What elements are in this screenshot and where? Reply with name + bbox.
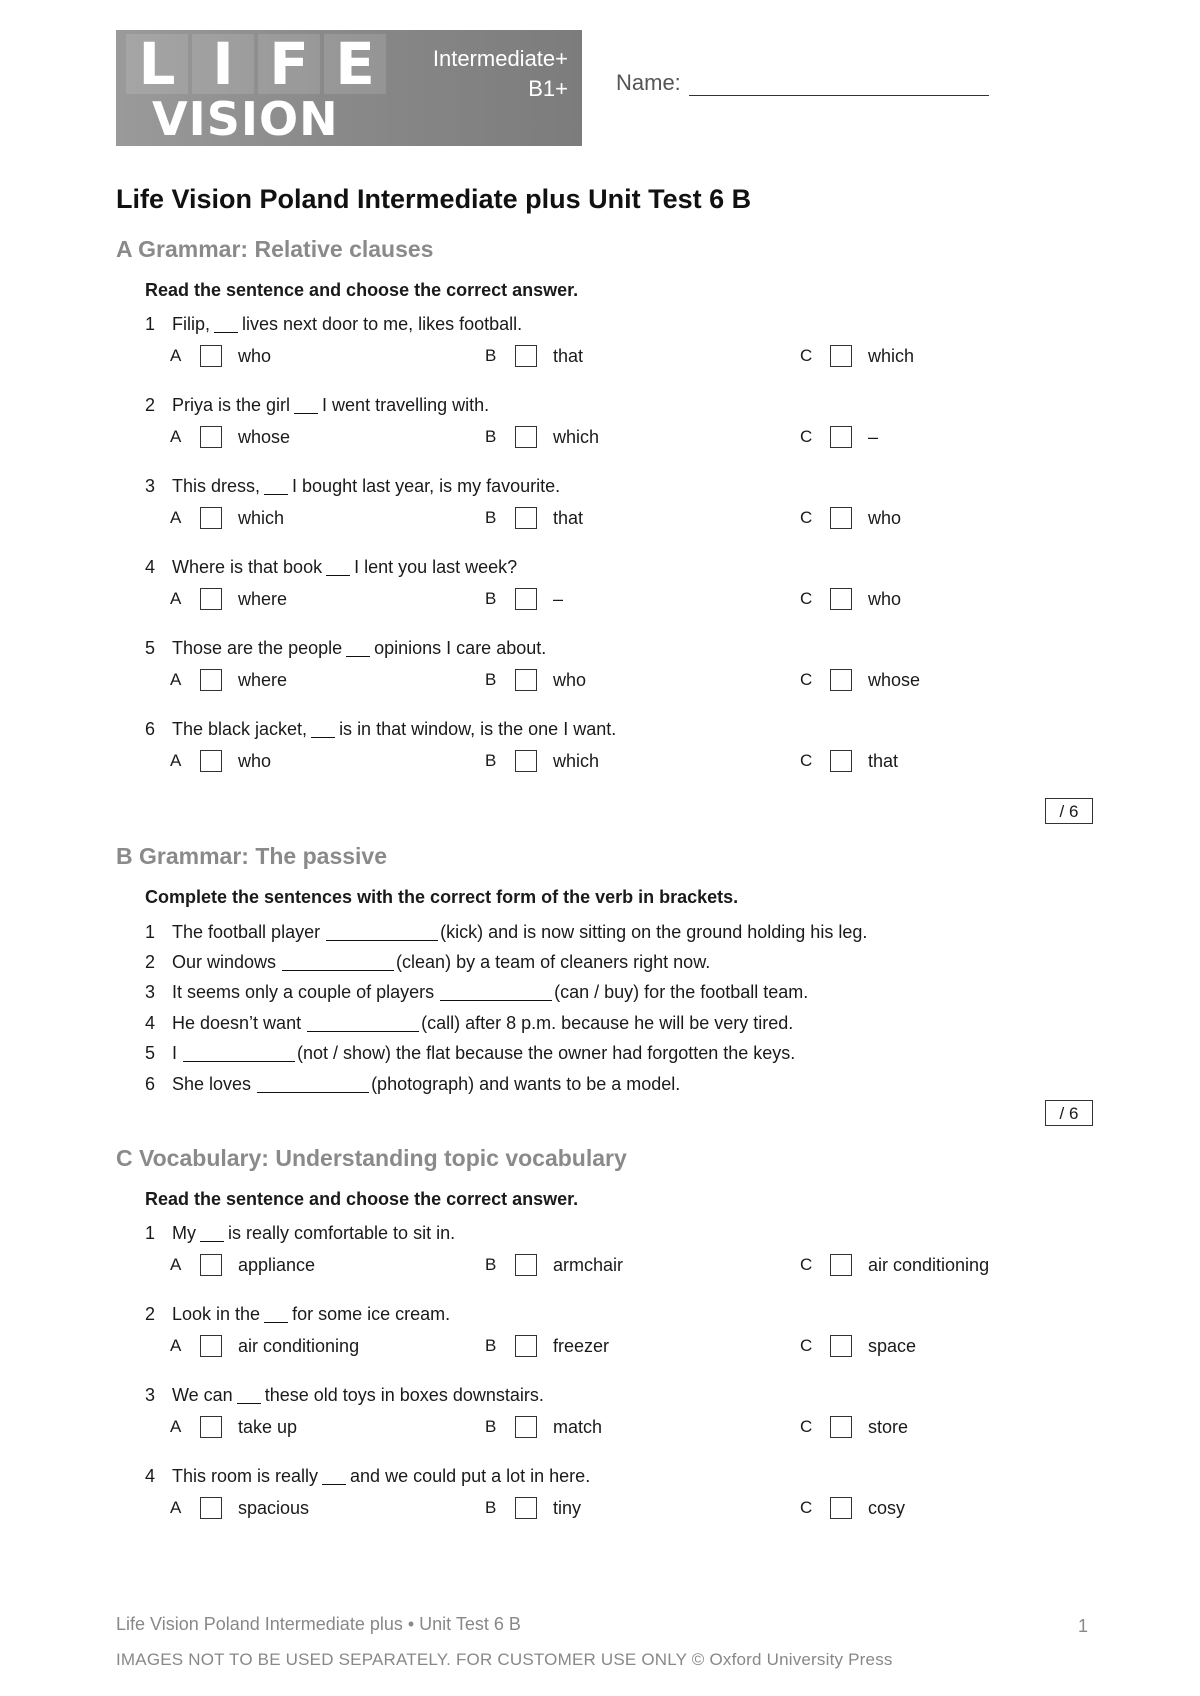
option-checkbox[interactable] bbox=[515, 750, 537, 772]
answer-option[interactable] bbox=[485, 744, 599, 778]
answer-blank bbox=[237, 1387, 261, 1404]
item-text-before: It seems only a couple of players bbox=[172, 982, 435, 1003]
answer-blank bbox=[326, 559, 350, 576]
answer-options bbox=[145, 1329, 1065, 1363]
option-letter: B bbox=[485, 589, 497, 608]
option-text: where bbox=[238, 669, 288, 690]
answer-options bbox=[145, 1491, 1065, 1525]
fill-in-blank[interactable] bbox=[257, 1076, 369, 1093]
question-stem bbox=[145, 554, 1065, 580]
question-text-before: Those are the people bbox=[172, 637, 343, 658]
item-number: 3 bbox=[145, 982, 156, 1003]
fill-in-blank[interactable] bbox=[307, 1015, 419, 1032]
option-letter: B bbox=[485, 346, 497, 365]
logo-letter: L bbox=[126, 34, 188, 94]
fill-in-item bbox=[145, 917, 867, 947]
level-label bbox=[433, 44, 568, 104]
option-checkbox[interactable] bbox=[830, 1497, 852, 1519]
option-letter: C bbox=[800, 589, 813, 608]
item-text-before: I bbox=[172, 1043, 178, 1064]
answer-option[interactable] bbox=[170, 420, 290, 454]
option-checkbox[interactable] bbox=[515, 1254, 537, 1276]
option-letter: C bbox=[800, 1255, 813, 1274]
option-text: air conditioning bbox=[868, 1254, 990, 1275]
option-checkbox[interactable] bbox=[200, 750, 222, 772]
option-text: freezer bbox=[553, 1335, 610, 1356]
section-a-instruction: Read the sentence and choose the correct answer. bbox=[145, 280, 579, 300]
answer-option[interactable] bbox=[800, 1410, 908, 1444]
question-stem bbox=[145, 1220, 1065, 1246]
option-checkbox[interactable] bbox=[515, 507, 537, 529]
question-text-after: opinions I care about. bbox=[374, 637, 547, 658]
question-stem bbox=[145, 635, 1065, 661]
question-text-before: My bbox=[172, 1222, 196, 1243]
question-number: 3 bbox=[145, 475, 156, 496]
answer-option[interactable] bbox=[170, 501, 284, 535]
question-number: 2 bbox=[145, 1303, 156, 1324]
item-text-after: (clean) by a team of cleaners right now. bbox=[396, 952, 711, 973]
option-checkbox[interactable] bbox=[515, 426, 537, 448]
option-text: which bbox=[553, 426, 600, 447]
answer-option[interactable] bbox=[800, 744, 898, 778]
answer-blank bbox=[264, 478, 288, 495]
answer-blank bbox=[311, 721, 335, 738]
question-text-after: these old toys in boxes downstairs. bbox=[264, 1384, 544, 1405]
fill-in-item bbox=[145, 947, 867, 977]
option-text: which bbox=[553, 750, 600, 771]
question-item bbox=[145, 635, 1065, 697]
question-text-before: The black jacket, bbox=[172, 718, 308, 739]
question-stem bbox=[145, 473, 1065, 499]
answer-blank bbox=[214, 316, 238, 333]
item-text-before: Our windows bbox=[172, 952, 277, 973]
answer-options bbox=[145, 420, 1065, 454]
question-number: 6 bbox=[145, 718, 156, 739]
question-text-after: for some ice cream. bbox=[292, 1303, 451, 1324]
question-number: 5 bbox=[145, 637, 156, 658]
option-checkbox[interactable] bbox=[200, 426, 222, 448]
answer-option[interactable] bbox=[485, 1329, 609, 1363]
section-a-heading: A Grammar: Relative clauses bbox=[116, 236, 434, 262]
question-stem bbox=[145, 311, 1065, 337]
item-text-before: He doesn’t want bbox=[172, 1012, 302, 1033]
item-number: 6 bbox=[145, 1073, 156, 1094]
question-text-after: and we could put a lot in here. bbox=[350, 1465, 591, 1486]
option-text: – bbox=[868, 426, 879, 447]
question-number: 1 bbox=[145, 313, 156, 334]
option-text: appliance bbox=[238, 1254, 316, 1275]
logo-word: VISION bbox=[152, 92, 339, 146]
option-letter: B bbox=[485, 427, 497, 446]
question-stem bbox=[145, 1301, 1065, 1327]
option-letter: A bbox=[170, 346, 182, 365]
answer-blank bbox=[346, 640, 370, 657]
question-item bbox=[145, 311, 1065, 373]
answer-option[interactable] bbox=[800, 1491, 905, 1525]
section-b-instruction: Complete the sentences with the correct form of the verb in brackets. bbox=[145, 887, 739, 907]
option-checkbox[interactable] bbox=[200, 345, 222, 367]
option-checkbox[interactable] bbox=[830, 1335, 852, 1357]
answer-option[interactable] bbox=[170, 1410, 297, 1444]
answer-option[interactable] bbox=[800, 663, 920, 697]
item-number: 2 bbox=[145, 952, 156, 973]
option-text: that bbox=[868, 750, 899, 771]
page-number: 1 bbox=[1078, 1616, 1089, 1636]
question-number: 3 bbox=[145, 1384, 156, 1405]
fill-in-blank[interactable] bbox=[326, 924, 438, 941]
option-letter: C bbox=[800, 1336, 813, 1355]
option-letter: A bbox=[170, 751, 182, 770]
answer-options bbox=[145, 582, 1065, 616]
question-item bbox=[145, 1220, 1065, 1282]
option-text: take up bbox=[238, 1416, 298, 1437]
item-text-before: The football player bbox=[172, 921, 321, 942]
option-letter: B bbox=[485, 1417, 497, 1436]
option-checkbox[interactable] bbox=[830, 345, 852, 367]
answer-options bbox=[145, 744, 1065, 778]
fill-in-blank[interactable] bbox=[440, 984, 552, 1001]
option-text: tiny bbox=[553, 1497, 582, 1518]
logo-letter: I bbox=[192, 34, 254, 94]
question-stem bbox=[145, 1463, 1065, 1489]
option-text: match bbox=[553, 1416, 603, 1437]
fill-in-item bbox=[145, 1069, 867, 1099]
question-item bbox=[145, 1382, 1065, 1444]
fill-in-item bbox=[145, 978, 867, 1008]
answer-option[interactable] bbox=[800, 420, 878, 454]
answer-option[interactable] bbox=[170, 339, 271, 373]
section-b-heading: B Grammar: The passive bbox=[116, 843, 388, 869]
section-c-heading: C Vocabulary: Understanding topic vocabulary bbox=[116, 1145, 627, 1171]
question-text-after: is in that window, is the one I want. bbox=[339, 718, 617, 739]
option-letter: C bbox=[800, 508, 813, 527]
option-text: armchair bbox=[553, 1254, 624, 1275]
answer-options bbox=[145, 339, 1065, 373]
section-c-instruction: Read the sentence and choose the correct answer. bbox=[145, 1189, 579, 1209]
option-checkbox[interactable] bbox=[515, 669, 537, 691]
item-text-after: (not / show) the flat because the owner had forgotten the keys. bbox=[297, 1043, 796, 1064]
question-text-after: I lent you last week? bbox=[354, 556, 518, 577]
answer-blank bbox=[264, 1306, 288, 1323]
option-letter: A bbox=[170, 670, 182, 689]
question-text-after: I bought last year, is my favourite. bbox=[292, 475, 561, 496]
answer-option[interactable] bbox=[170, 744, 271, 778]
item-text-after: (kick) and is now sitting on the ground holding his leg. bbox=[440, 921, 868, 942]
item-text-after: (call) after 8 p.m. because he will be very tired. bbox=[421, 1012, 794, 1033]
option-checkbox[interactable] bbox=[515, 1335, 537, 1357]
question-item bbox=[145, 392, 1065, 454]
option-checkbox[interactable] bbox=[830, 1254, 852, 1276]
answer-blank bbox=[294, 397, 318, 414]
answer-option[interactable] bbox=[800, 1329, 916, 1363]
answer-options bbox=[145, 1410, 1065, 1444]
option-text: which bbox=[868, 345, 915, 366]
answer-blank bbox=[322, 1468, 346, 1485]
option-checkbox[interactable] bbox=[830, 1416, 852, 1438]
option-text: air conditioning bbox=[238, 1335, 360, 1356]
option-text: cosy bbox=[868, 1497, 906, 1518]
answer-option[interactable] bbox=[485, 420, 599, 454]
option-letter: A bbox=[170, 1255, 182, 1274]
option-text: – bbox=[553, 588, 564, 609]
option-text: who bbox=[868, 507, 902, 528]
question-text-before: This dress, bbox=[172, 475, 261, 496]
section-a-score-box[interactable]: / 6 bbox=[1045, 798, 1093, 824]
answer-option[interactable] bbox=[800, 501, 901, 535]
option-letter: C bbox=[800, 751, 813, 770]
option-checkbox[interactable] bbox=[200, 1497, 222, 1519]
answer-option[interactable] bbox=[800, 1248, 989, 1282]
name-label: Name: bbox=[616, 70, 681, 95]
item-number: 1 bbox=[145, 921, 156, 942]
question-text-before: Priya is the girl bbox=[172, 394, 291, 415]
fill-in-item bbox=[145, 1008, 867, 1038]
answer-options bbox=[145, 663, 1065, 697]
option-letter: A bbox=[170, 1498, 182, 1517]
name-field[interactable] bbox=[616, 70, 989, 96]
footer-copyright: IMAGES NOT TO BE USED SEPARATELY. FOR CUSTOMER USE ONLY © Oxford University Press bbox=[116, 1650, 893, 1669]
option-letter: B bbox=[485, 508, 497, 527]
answer-option[interactable] bbox=[800, 582, 901, 616]
question-item bbox=[145, 473, 1065, 535]
option-checkbox[interactable] bbox=[200, 507, 222, 529]
option-text: that bbox=[553, 345, 584, 366]
option-checkbox[interactable] bbox=[515, 1497, 537, 1519]
option-letter: A bbox=[170, 508, 182, 527]
option-letter: C bbox=[800, 346, 813, 365]
answer-option[interactable] bbox=[485, 501, 583, 535]
answer-option[interactable] bbox=[485, 339, 583, 373]
option-checkbox[interactable] bbox=[830, 588, 852, 610]
question-text-before: Look in the bbox=[172, 1303, 261, 1324]
question-text-before: Filip, bbox=[172, 313, 211, 334]
option-checkbox[interactable] bbox=[515, 1416, 537, 1438]
answer-option[interactable] bbox=[800, 339, 914, 373]
answer-option[interactable] bbox=[485, 582, 563, 616]
answer-option[interactable] bbox=[170, 1329, 359, 1363]
logo-letter: E bbox=[324, 34, 386, 94]
answer-option[interactable] bbox=[485, 1491, 581, 1525]
item-text-after: (can / buy) for the football team. bbox=[554, 982, 809, 1003]
option-checkbox[interactable] bbox=[515, 345, 537, 367]
question-number: 1 bbox=[145, 1222, 156, 1243]
option-checkbox[interactable] bbox=[200, 1254, 222, 1276]
option-letter: C bbox=[800, 1498, 813, 1517]
answer-option[interactable] bbox=[170, 1491, 309, 1525]
option-checkbox[interactable] bbox=[200, 588, 222, 610]
question-number: 2 bbox=[145, 394, 156, 415]
option-letter: A bbox=[170, 589, 182, 608]
question-stem bbox=[145, 1382, 1065, 1408]
option-letter: B bbox=[485, 1255, 497, 1274]
footer-title: Life Vision Poland Intermediate plus • Unit Test 6 B bbox=[116, 1614, 521, 1634]
answer-options bbox=[145, 1248, 1065, 1282]
answer-option[interactable] bbox=[485, 1248, 623, 1282]
section-b-score-box[interactable]: / 6 bbox=[1045, 1100, 1093, 1126]
question-item bbox=[145, 716, 1065, 778]
item-number: 4 bbox=[145, 1012, 156, 1033]
logo-life-letters bbox=[126, 30, 386, 98]
option-text: store bbox=[868, 1416, 909, 1437]
answer-option[interactable] bbox=[485, 663, 586, 697]
option-letter: A bbox=[170, 1417, 182, 1436]
answer-options bbox=[145, 501, 1065, 535]
section-b-list bbox=[145, 917, 867, 1099]
question-item bbox=[145, 1301, 1065, 1363]
option-letter: C bbox=[800, 670, 813, 689]
option-checkbox[interactable] bbox=[830, 507, 852, 529]
option-text: spacious bbox=[238, 1497, 310, 1518]
option-text: whose bbox=[238, 426, 291, 447]
option-text: where bbox=[238, 588, 288, 609]
answer-option[interactable] bbox=[485, 1410, 602, 1444]
item-text-after: (photograph) and wants to be a model. bbox=[371, 1073, 681, 1094]
option-checkbox[interactable] bbox=[830, 750, 852, 772]
option-text: who bbox=[238, 750, 272, 771]
question-item bbox=[145, 1463, 1065, 1525]
question-stem bbox=[145, 716, 1065, 742]
option-letter: B bbox=[485, 1498, 497, 1517]
page-title: Life Vision Poland Intermediate plus Unit Test 6 B bbox=[116, 184, 752, 214]
option-text: that bbox=[553, 507, 584, 528]
option-text: who bbox=[553, 669, 587, 690]
question-text-after: lives next door to me, likes football. bbox=[242, 313, 523, 334]
item-text-before: She loves bbox=[172, 1073, 252, 1094]
option-text: who bbox=[238, 345, 272, 366]
question-text-after: I went travelling with. bbox=[322, 394, 490, 415]
option-letter: B bbox=[485, 670, 497, 689]
option-letter: B bbox=[485, 1336, 497, 1355]
option-text: space bbox=[868, 1335, 917, 1356]
option-checkbox[interactable] bbox=[200, 1335, 222, 1357]
option-checkbox[interactable] bbox=[830, 426, 852, 448]
logo-letter: F bbox=[258, 34, 320, 94]
option-checkbox[interactable] bbox=[515, 588, 537, 610]
life-vision-logo bbox=[116, 30, 582, 146]
question-number: 4 bbox=[145, 1465, 156, 1486]
question-text-before: Where is that book bbox=[172, 556, 323, 577]
answer-option[interactable] bbox=[170, 663, 287, 697]
fill-in-item bbox=[145, 1039, 867, 1069]
option-text: which bbox=[238, 507, 285, 528]
option-checkbox[interactable] bbox=[200, 669, 222, 691]
level-line-2: B1+ bbox=[528, 76, 568, 101]
fill-in-blank[interactable] bbox=[282, 954, 394, 971]
level-line-1: Intermediate+ bbox=[432, 46, 568, 71]
answer-option[interactable] bbox=[170, 582, 287, 616]
option-letter: A bbox=[170, 427, 182, 446]
option-checkbox[interactable] bbox=[200, 1416, 222, 1438]
question-text-after: is really comfortable to sit in. bbox=[228, 1222, 456, 1243]
question-number: 4 bbox=[145, 556, 156, 577]
question-text-before: We can bbox=[172, 1384, 233, 1405]
question-text-before: This room is really bbox=[172, 1465, 319, 1486]
item-number: 5 bbox=[145, 1043, 156, 1064]
option-letter: C bbox=[800, 1417, 813, 1436]
answer-option[interactable] bbox=[170, 1248, 315, 1282]
option-text: whose bbox=[868, 669, 921, 690]
question-item bbox=[145, 554, 1065, 616]
question-stem bbox=[145, 392, 1065, 418]
fill-in-blank[interactable] bbox=[183, 1045, 295, 1062]
option-letter: C bbox=[800, 427, 813, 446]
option-text: who bbox=[868, 588, 902, 609]
option-letter: A bbox=[170, 1336, 182, 1355]
option-letter: B bbox=[485, 751, 497, 770]
option-checkbox[interactable] bbox=[830, 669, 852, 691]
name-input-line[interactable] bbox=[689, 71, 989, 96]
answer-blank bbox=[200, 1225, 224, 1242]
